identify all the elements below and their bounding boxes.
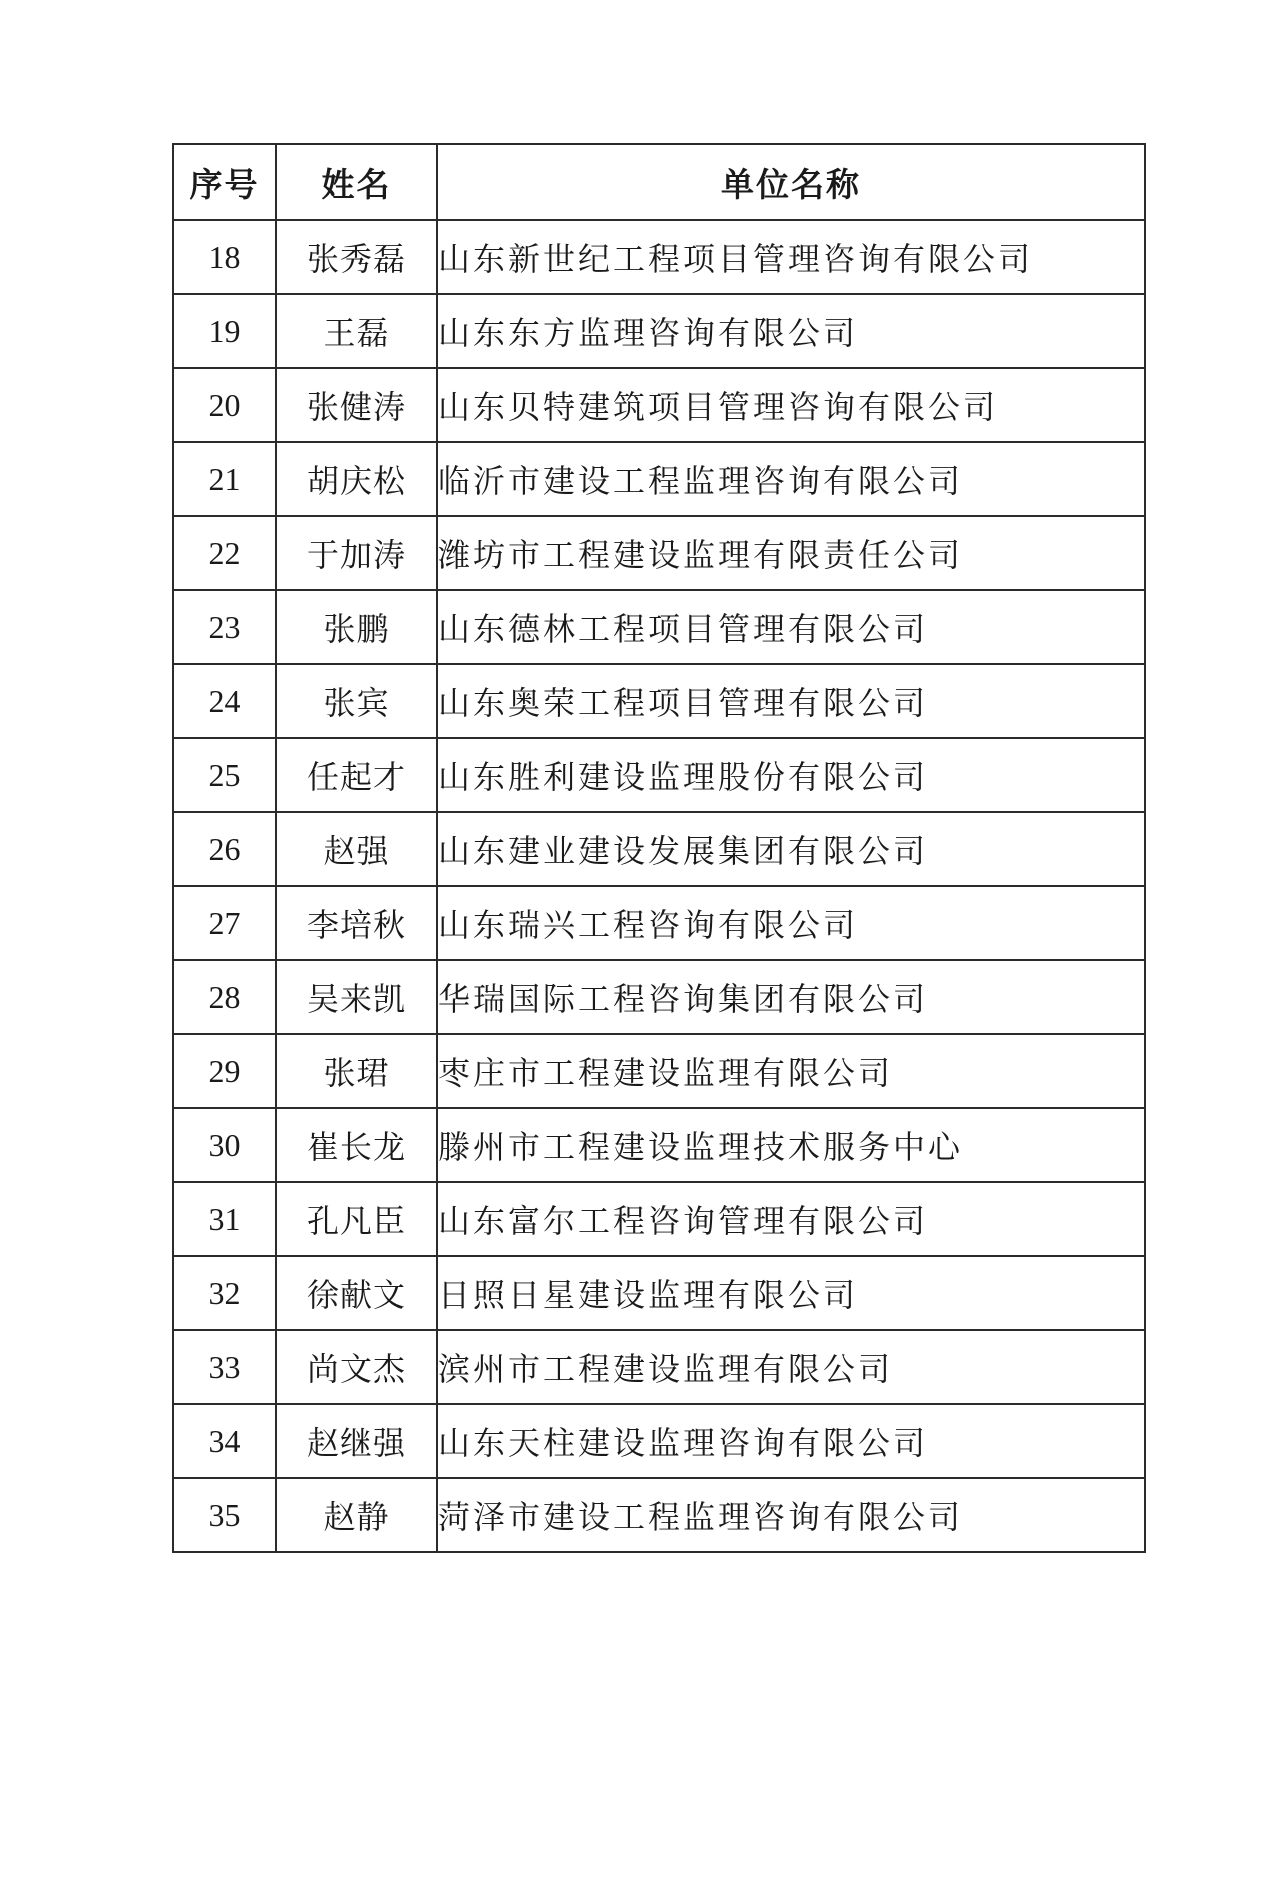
table-row — [173, 886, 1145, 960]
header-name: 姓名 — [276, 144, 437, 220]
row-org: 山东德林工程项目管理有限公司 — [437, 590, 1145, 664]
table-row — [173, 442, 1145, 516]
row-seq: 34 — [173, 1404, 276, 1478]
table-row — [173, 1330, 1145, 1404]
row-seq: 26 — [173, 812, 276, 886]
row-org: 华瑞国际工程咨询集团有限公司 — [437, 960, 1145, 1034]
table-row — [173, 1034, 1145, 1108]
row-seq: 33 — [173, 1330, 276, 1404]
header-org: 单位名称 — [437, 144, 1145, 220]
row-org: 山东东方监理咨询有限公司 — [437, 294, 1145, 368]
row-seq: 24 — [173, 664, 276, 738]
row-name: 赵继强 — [276, 1404, 437, 1478]
table-row — [173, 1404, 1145, 1478]
table-header-row — [173, 144, 1145, 220]
row-org: 枣庄市工程建设监理有限公司 — [437, 1034, 1145, 1108]
row-name: 张秀磊 — [276, 220, 437, 294]
table-row — [173, 368, 1145, 442]
table-row — [173, 1478, 1145, 1552]
row-org: 山东富尔工程咨询管理有限公司 — [437, 1182, 1145, 1256]
row-name: 王磊 — [276, 294, 437, 368]
row-name: 孔凡臣 — [276, 1182, 437, 1256]
row-seq: 35 — [173, 1478, 276, 1552]
row-name: 尚文杰 — [276, 1330, 437, 1404]
row-seq: 21 — [173, 442, 276, 516]
row-org: 潍坊市工程建设监理有限责任公司 — [437, 516, 1145, 590]
row-name: 胡庆松 — [276, 442, 437, 516]
row-seq: 32 — [173, 1256, 276, 1330]
table-body — [173, 220, 1145, 1552]
row-org: 山东建业建设发展集团有限公司 — [437, 812, 1145, 886]
row-org: 菏泽市建设工程监理咨询有限公司 — [437, 1478, 1145, 1552]
table-row — [173, 1108, 1145, 1182]
header-seq: 序号 — [173, 144, 276, 220]
row-org: 临沂市建设工程监理咨询有限公司 — [437, 442, 1145, 516]
table-row — [173, 220, 1145, 294]
row-seq: 29 — [173, 1034, 276, 1108]
row-seq: 30 — [173, 1108, 276, 1182]
row-name: 赵静 — [276, 1478, 437, 1552]
row-name: 赵强 — [276, 812, 437, 886]
table-row — [173, 664, 1145, 738]
row-name: 于加涛 — [276, 516, 437, 590]
table-row — [173, 1182, 1145, 1256]
row-org: 山东瑞兴工程咨询有限公司 — [437, 886, 1145, 960]
table-row — [173, 1256, 1145, 1330]
row-name: 徐献文 — [276, 1256, 437, 1330]
row-org: 山东贝特建筑项目管理咨询有限公司 — [437, 368, 1145, 442]
table-row — [173, 516, 1145, 590]
row-org: 日照日星建设监理有限公司 — [437, 1256, 1145, 1330]
row-name: 吴来凯 — [276, 960, 437, 1034]
row-name: 张鹏 — [276, 590, 437, 664]
row-seq: 22 — [173, 516, 276, 590]
row-seq: 31 — [173, 1182, 276, 1256]
row-org: 滕州市工程建设监理技术服务中心 — [437, 1108, 1145, 1182]
table-row — [173, 738, 1145, 812]
row-org: 山东天柱建设监理咨询有限公司 — [437, 1404, 1145, 1478]
row-org: 山东奥荣工程项目管理有限公司 — [437, 664, 1145, 738]
table-row — [173, 812, 1145, 886]
row-name: 张珺 — [276, 1034, 437, 1108]
row-name: 崔长龙 — [276, 1108, 437, 1182]
row-org: 山东胜利建设监理股份有限公司 — [437, 738, 1145, 812]
row-seq: 27 — [173, 886, 276, 960]
row-org: 山东新世纪工程项目管理咨询有限公司 — [437, 220, 1145, 294]
table-row — [173, 294, 1145, 368]
row-seq: 23 — [173, 590, 276, 664]
roster-table — [172, 143, 1146, 1553]
row-name: 李培秋 — [276, 886, 437, 960]
row-seq: 28 — [173, 960, 276, 1034]
row-seq: 25 — [173, 738, 276, 812]
row-name: 张健涛 — [276, 368, 437, 442]
table-row — [173, 590, 1145, 664]
row-name: 任起才 — [276, 738, 437, 812]
row-name: 张宾 — [276, 664, 437, 738]
row-seq: 18 — [173, 220, 276, 294]
row-seq: 20 — [173, 368, 276, 442]
row-org: 滨州市工程建设监理有限公司 — [437, 1330, 1145, 1404]
table-row — [173, 960, 1145, 1034]
row-seq: 19 — [173, 294, 276, 368]
